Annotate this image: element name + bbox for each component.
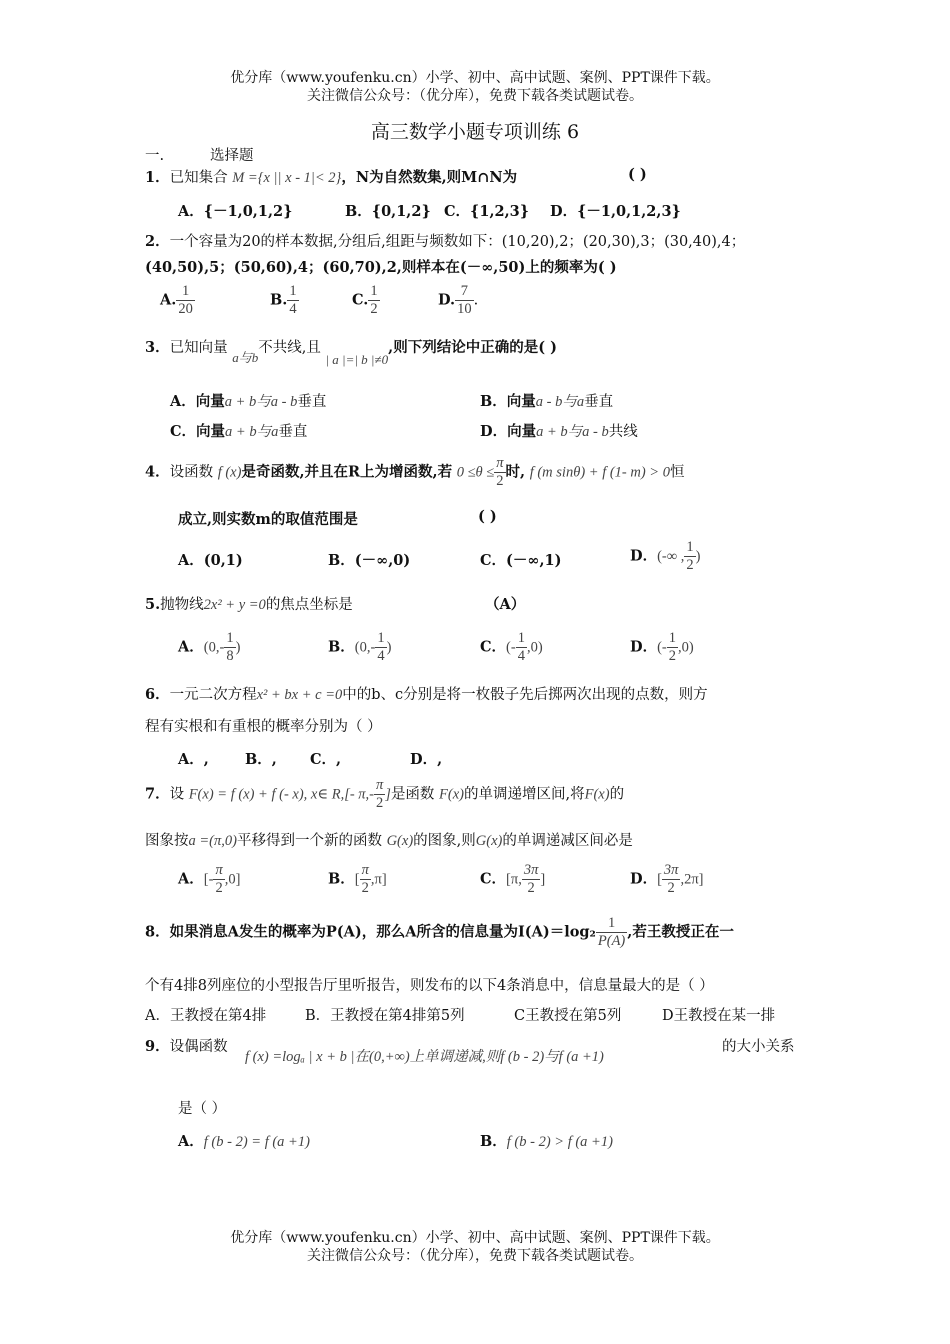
question-4: 4．设函数 f (x)是奇函数,并且在R上为增函数,若 0 ≤θ ≤ $\frac{\pi}{2}$ 时, f (m sinθ) + f (1- m) > 0恒 <box>145 455 685 489</box>
q2-option-d: D. $\frac{7}{10}$ . <box>438 283 479 317</box>
section-number: 一. <box>145 148 165 164</box>
q9-expression: f (x) =logₐ | x + b |在(0,+∞)上单调递减,则f (b - 2)与f (a +1) <box>245 1049 604 1065</box>
question-1: 1．已知集合 M ={x || x - 1|< 2}，N为自然数集,则M∩N为 <box>145 169 518 186</box>
q3-option-c: C．向量a + b与a垂直 <box>170 423 308 440</box>
q4-option-a: A．(0,1) <box>178 552 243 569</box>
q5-option-b: B．(0,- $\frac{1}{4}$ ) <box>328 630 392 664</box>
q9-option-b: B．f (b - 2) > f (a +1) <box>480 1133 613 1150</box>
q9-post: 的大小关系 <box>722 1039 795 1055</box>
q4-option-c: C．(－∞,1) <box>480 552 562 569</box>
question-7-line-2: 图象按a =(π,0)平移得到一个新的函数 G(x)的图象,则G(x)的单调递减区间必是 <box>145 833 633 849</box>
header-line-1: 优分库（www.youfenku.cn）小学、初中、高中试题、案例、PPT课件下载。 <box>230 70 720 86</box>
q9-option-a: A．f (b - 2) = f (a +1) <box>178 1133 310 1150</box>
q1-set-expression: M ={x || x - 1|< 2} <box>232 170 342 186</box>
question-9: 9．设偶函数 <box>145 1038 228 1055</box>
header-line-2: 关注微信公众号：（优分库），免费下载各类试题试卷。 <box>307 88 643 104</box>
question-5: 5.抛物线2x² + y =0的焦点坐标是 <box>145 596 353 613</box>
q8-option-a: A．王教授在第4排 <box>145 1008 267 1024</box>
q7-option-c: C．[π, $\frac{3\pi}{2}$ ] <box>480 862 546 896</box>
q7-option-d: D．[ $\frac{3\pi}{2}$ ,2π] <box>630 862 704 896</box>
q8-option-d: D王教授在某一排 <box>662 1008 776 1024</box>
footer-line-2: 关注微信公众号：（优分库），免费下载各类试题试卷。 <box>307 1248 643 1264</box>
page-title: 高三数学小题专项训练 6 <box>370 121 580 143</box>
question-3: 3．已知向量 a与b不共线,且 | a |=| b |≠0,则下列结论中正确的是( ) <box>145 339 557 367</box>
q5-option-c: C．(- $\frac{1}{4}$ ,0) <box>480 630 543 664</box>
q7-option-a: A．[- $\frac{\pi}{2}$ ,0] <box>178 862 241 896</box>
question-6: 6．一元二次方程x² + bx + c =0中的b、c分别是将一枚骰子先后掷两次出现的点数，则方 <box>145 686 708 703</box>
q5-option-a: A．(0,- $\frac{1}{8}$ ) <box>178 630 241 664</box>
question-7: 7．设 F(x) = f (x) + f (- x), x∈ R,[- π,- $\frac{\pi}{2}$ ]是函数 F(x)的单调递增区间,将F(x)的 <box>145 777 625 811</box>
section-label: 选择题 <box>210 148 254 164</box>
q2-option-b: B. $\frac{1}{4}$ <box>270 283 297 317</box>
q1-option-b: B．{0,1,2} <box>345 203 431 220</box>
footer-line-1: 优分库（www.youfenku.cn）小学、初中、高中试题、案例、PPT课件下载。 <box>230 1230 720 1246</box>
question-4-line-2: 成立,则实数m的取值范围是 <box>178 511 358 528</box>
q4-answer-paren: ( ) <box>478 508 497 525</box>
q5-answer: （A） <box>485 596 526 613</box>
q3-option-a: A．向量a + b与a - b垂直 <box>170 393 327 410</box>
q8-option-b: B．王教授在第4排第5列 <box>305 1008 465 1024</box>
q3-condition: | a |=| b |≠0 <box>325 352 389 367</box>
q1-option-c: C．{1,2,3} <box>444 203 530 220</box>
q2-option-a: A. $\frac{1}{20}$ <box>160 283 193 317</box>
q6-option-b: B．, <box>245 751 277 768</box>
q3-option-b: B．向量a - b与a垂直 <box>480 393 614 410</box>
q1-option-d: D．{－1,0,1,2,3} <box>550 203 681 220</box>
q6-option-d: D．, <box>410 751 443 768</box>
q1-option-a: A．{－1,0,1,2} <box>178 203 293 220</box>
q6-option-a: A．, <box>178 751 209 768</box>
question-6-line-2: 程有实根和有重根的概率分别为（ ） <box>145 719 382 735</box>
q6-option-c: C．, <box>310 751 342 768</box>
q3-vectors: a与b <box>232 350 259 365</box>
question-9-line-2: 是（ ） <box>178 1101 227 1117</box>
question-8: 8．如果消息A发生的概率为P(A)，那么A所含的信息量为I(A)＝log₂ $\frac{1}{P(A)}$ ,若王教授正在一 <box>145 915 734 949</box>
question-2-line-1: 2．一个容量为20的样本数据,分组后,组距与频数如下：(10,20),2；(20,30),3；(30,40),4； <box>145 233 746 250</box>
question-2-line-2: (40,50),5；(50,60),4；(60,70),2,则样本在(－∞,50)上的频率为( ) <box>145 259 617 276</box>
q4-inequality: f (m sinθ) + f (1- m) > 0 <box>529 464 670 481</box>
q5-option-d: D．(- $\frac{1}{2}$ ,0) <box>630 630 694 664</box>
q3-option-d: D．向量a + b与a - b共线 <box>480 423 638 440</box>
q8-option-c: C王教授在第5列 <box>514 1008 622 1024</box>
q4-option-d: D．(-∞ , $\frac{1}{2}$ ) <box>630 539 701 573</box>
q4-option-b: B．(－∞,0) <box>328 552 411 569</box>
q7-option-b: B．[ $\frac{\pi}{2}$ ,π] <box>328 862 387 896</box>
q2-option-c: C. $\frac{1}{2}$ <box>352 283 378 317</box>
q1-answer-paren: ( ) <box>628 166 647 183</box>
question-8-line-2: 个有4排8列座位的小型报告厅里听报告，则发布的以下4条消息中，信息量最大的是（ ） <box>145 978 714 994</box>
